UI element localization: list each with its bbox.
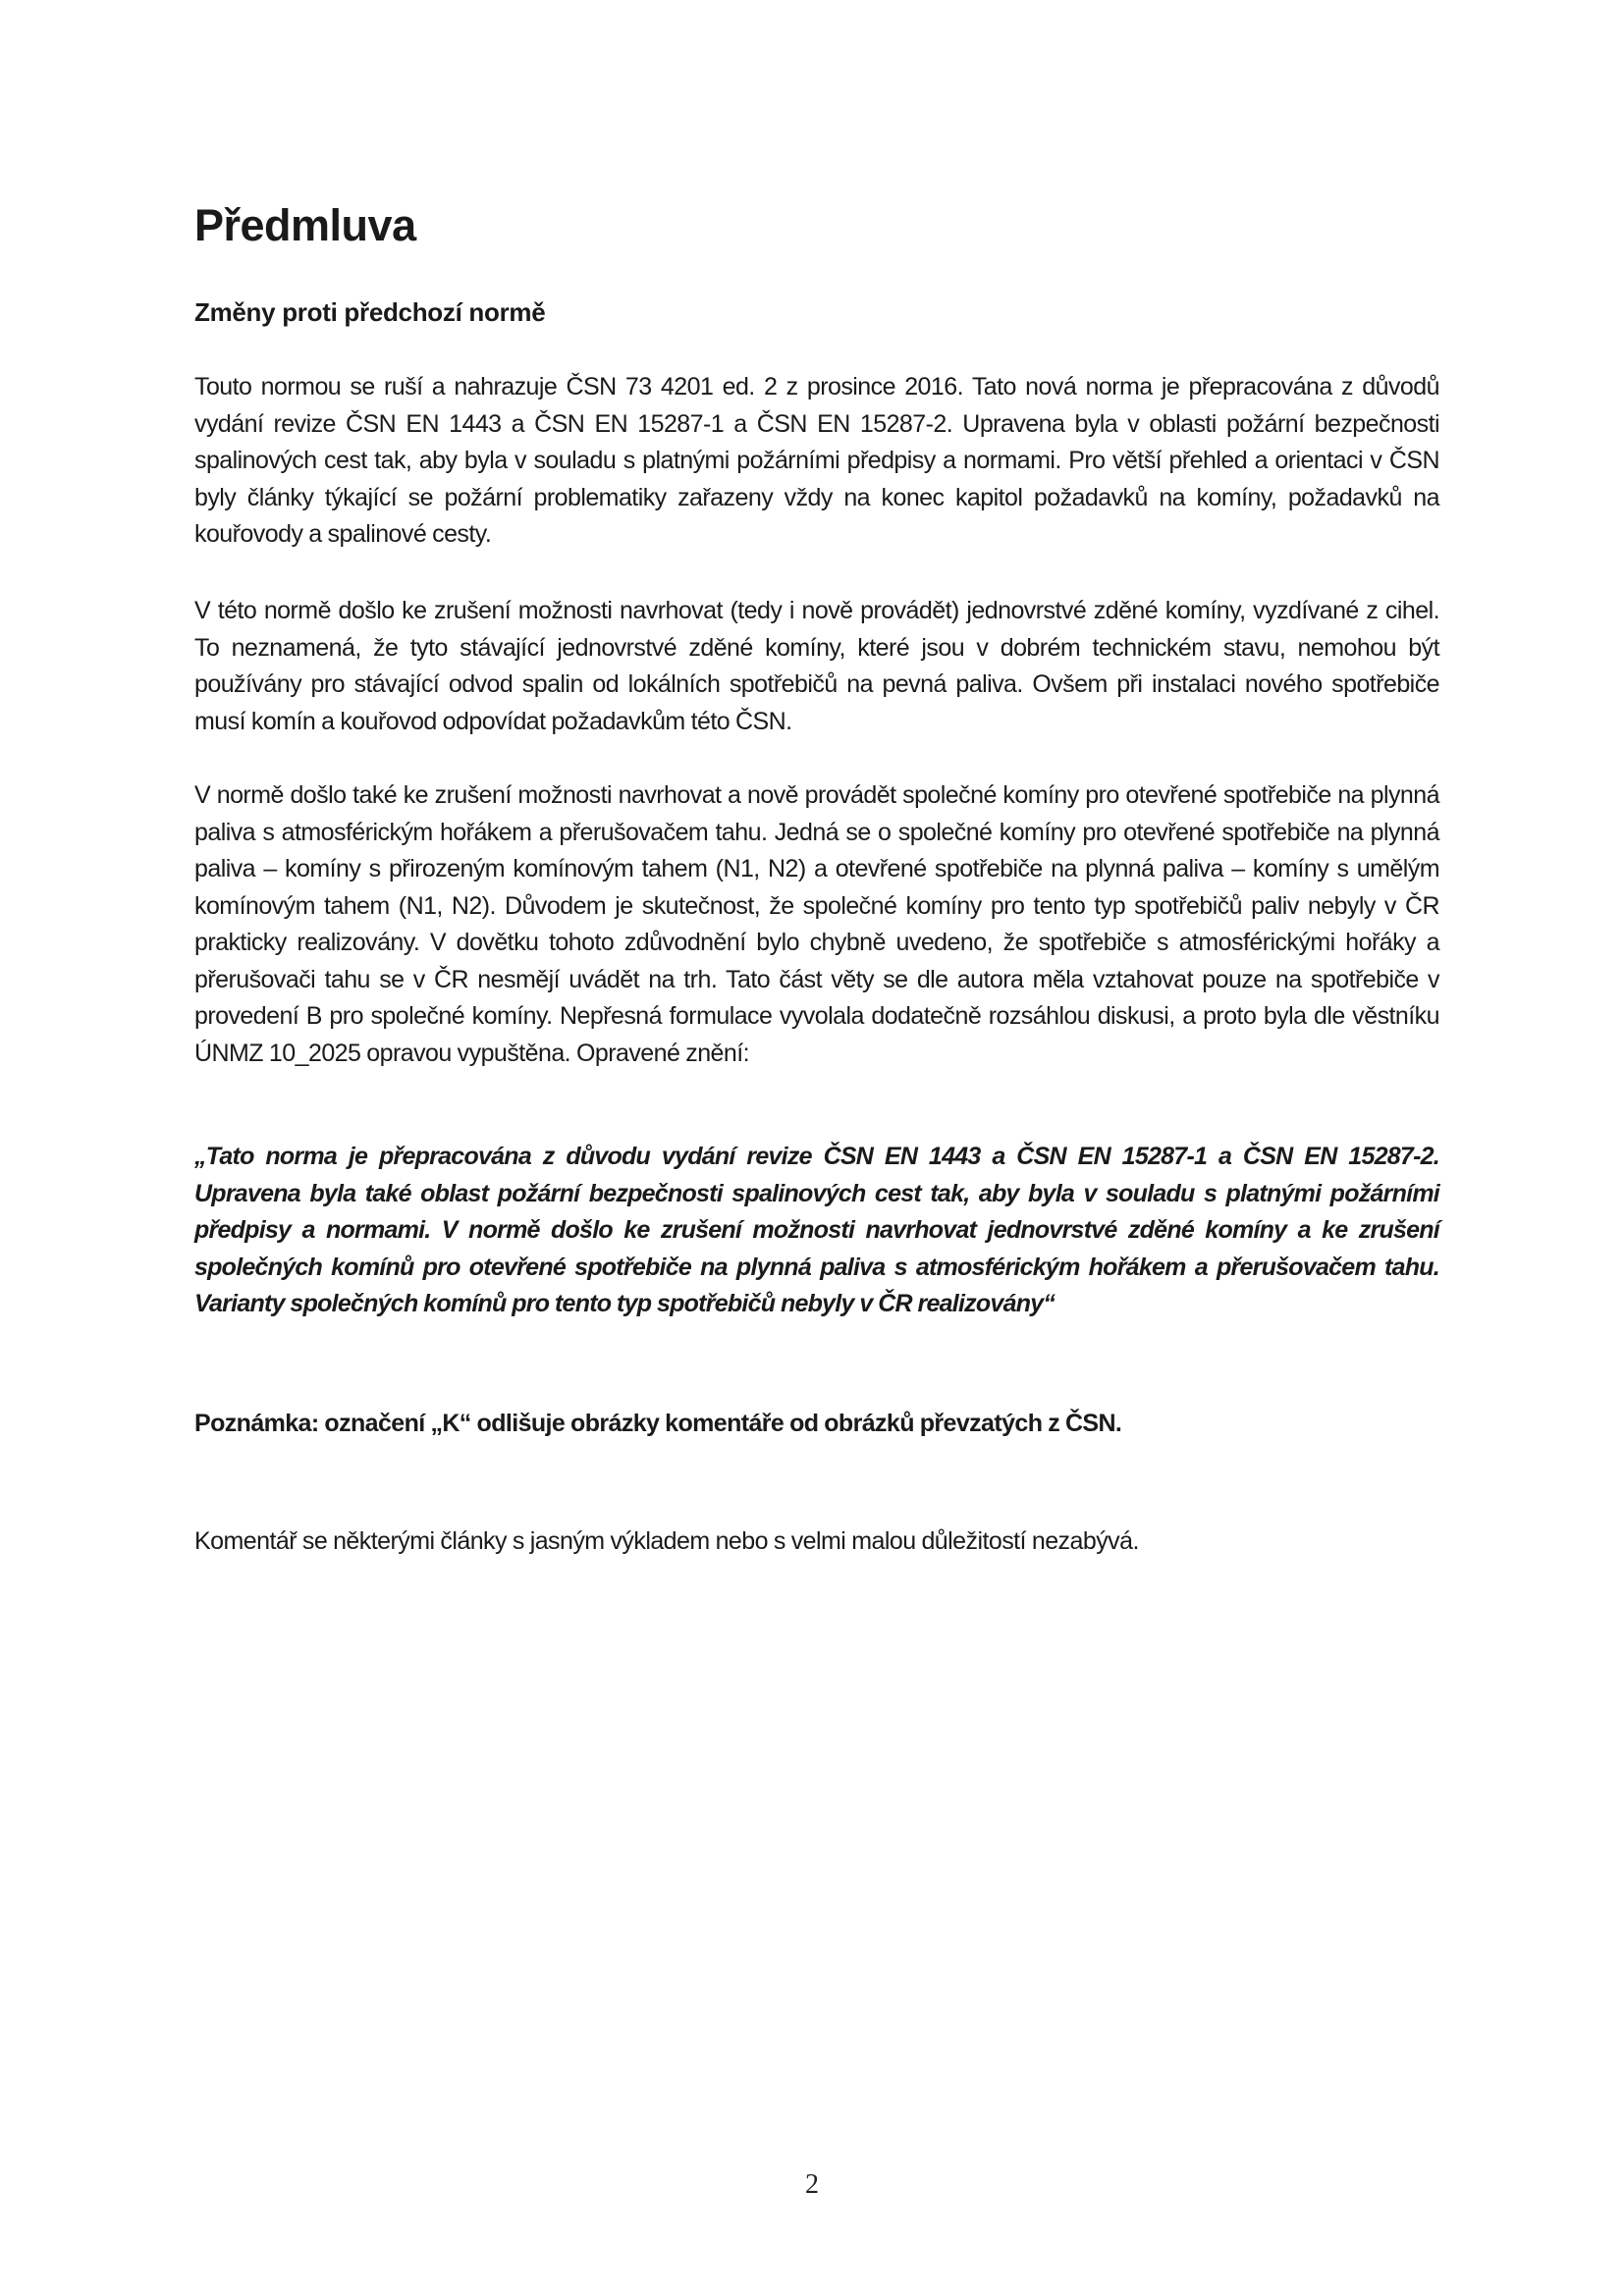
- section-heading: Změny proti předchozí normě: [194, 297, 546, 327]
- paragraph-shared-chimneys: V normě došlo také ke zrušení možnosti navrhovat a nově provádět společné komíny pro otevřené spotřebiče na plynná paliva s atmosférickým hořákem a přerušovačem tahu. Jedná se o společné komíny pro otevřené spotřebiče na plynná paliva – komíny s přirozeným komínovým tahem (N1, N2) a otevřené spotřebiče na plynná paliva – komíny s umělým komínovým tahem (N1, N2). Důvodem je skutečnost, že společné komíny pro tento typ spotřebičů paliv nebyly v ČR prakticky realizovány. V dovětku tohoto zdůvodnění bylo chybně uvedeno, že spotřebiče s atmosférickými hořáky a přerušovači tahu se v ČR nesmějí uvádět na trh. Tato část věty se dle autora měla vztahovat pouze na spotřebiče v provedení B pro společné komíny. Nepřesná formulace vyvolala dodatečně rozsáhlou diskusi, a proto byla dle věstníku ÚNMZ 10_2025 opravou vypuštěna. Opravené znění:: [194, 781, 1439, 1067]
- page-number: 2: [805, 2169, 819, 2200]
- page-title: Předmluva: [194, 200, 416, 250]
- corrected-wording-quote: „Tato norma je přepracována z důvodu vydání revize ČSN EN 1443 a ČSN EN 15287-1 a ČSN EN 15287-2. Upravena byla také oblast požární bezpečnosti spalinových cest tak, aby byla v souladu s platnými požárními předpisy a normami. V normě došlo ke zrušení možnosti navrhovat jednovrstvé zděné komíny a ke zrušení společných komínů pro otevřené spotřebiče na plynná paliva s atmosférickým hořákem a přerušovačem tahu. Varianty společných komínů pro tento typ spotřebičů nebyly v ČR realizovány“: [194, 1143, 1439, 1317]
- paragraph-single-layer-chimneys: V této normě došlo ke zrušení možnosti navrhovat (tedy i nově provádět) jednovrstvé zděné komíny, vyzdívané z cihel. To neznamená, že tyto stávající jednovrstvé zděné komíny, které jsou v dobrém technickém stavu, nemohou být používány pro stávající odvod spalin od lokálních spotřebičů na pevná paliva. Ovšem při instalaci nového spotřebiče musí komín a kouřovod odpovídat požadavkům této ČSN.: [194, 597, 1439, 735]
- comment-remark: Komentář se některými články s jasným výkladem nebo s velmi malou důležitostí nezabývá.: [194, 1527, 1139, 1555]
- paragraph-replacement: Touto normou se ruší a nahrazuje ČSN 73 4201 ed. 2 z prosince 2016. Tato nová norma je přepracována z důvodů vydání revize ČSN EN 1443 a ČSN EN 15287-1 a ČSN EN 15287-2. Upravena byla v oblasti požární bezpečnosti spalinových cest tak, aby byla v souladu s platnými požárními předpisy a normami. Pro větší přehled a orientaci v ČSN byly články týkající se požární problematiky zařazeny vždy na konec kapitol požadavků na komíny, požadavků na kouřovody a spalinové cesty.: [194, 373, 1439, 548]
- note: Poznámka: označení „K“ odlišuje obrázky komentáře od obrázků převzatých z ČSN.: [194, 1410, 1122, 1437]
